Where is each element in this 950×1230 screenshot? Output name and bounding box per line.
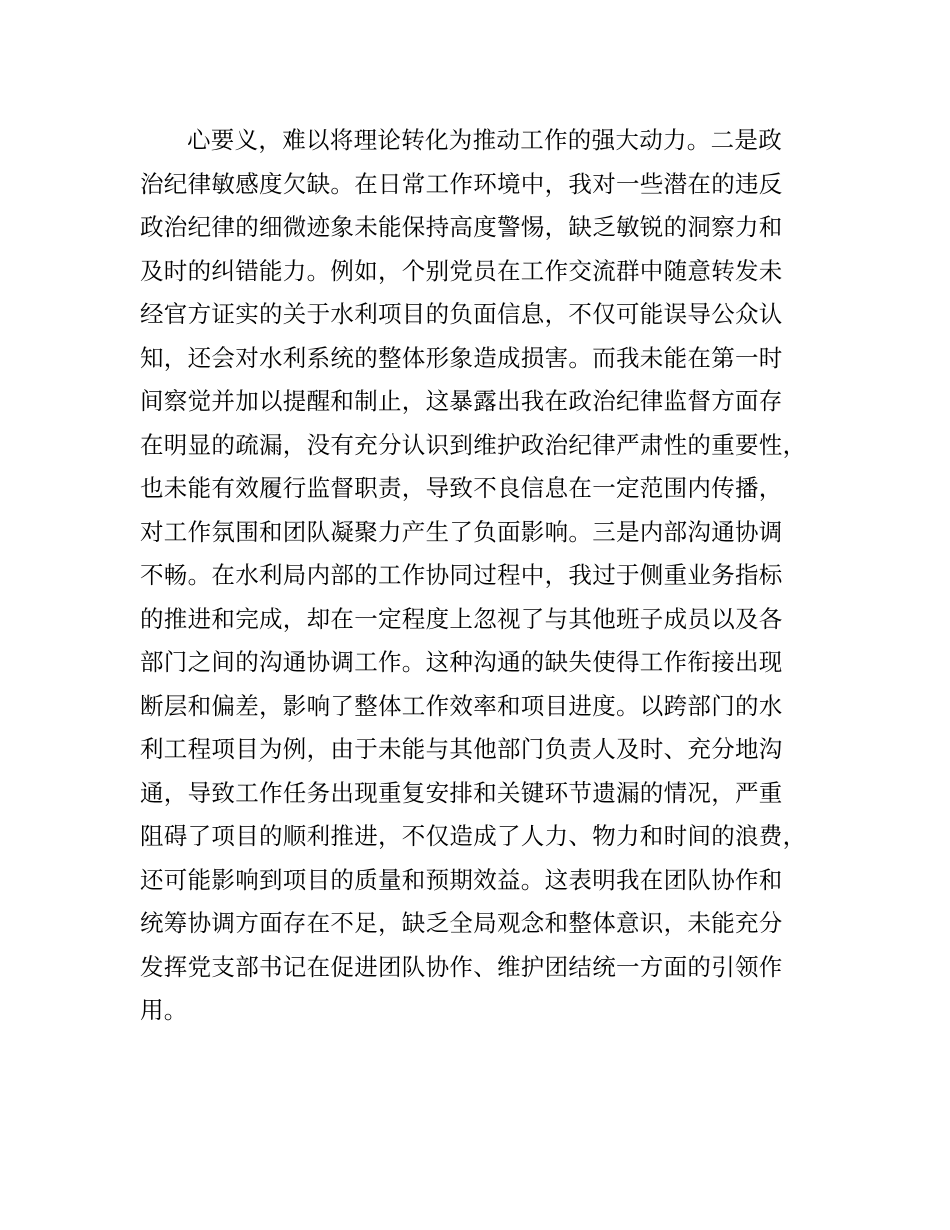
text-line: 还可能影响到项目的质量和预期效益。这表明我在团队协作和 bbox=[140, 865, 783, 894]
text-line: 的推进和完成，却在一定程度上忽视了与其他班子成员以及各 bbox=[140, 604, 783, 633]
text-line: 断层和偏差，影响了整体工作效率和项目进度。以跨部门的水 bbox=[140, 691, 783, 720]
text-line: 及时的纠错能力。例如，个别党员在工作交流群中随意转发未 bbox=[140, 256, 783, 285]
text-line: 用。 bbox=[140, 996, 188, 1024]
text-line: 统筹协调方面存在不足，缺乏全局观念和整体意识，未能充分 bbox=[140, 909, 783, 937]
body-paragraph bbox=[140, 119, 840, 1033]
text-line: 知，还会对水利系统的整体形象造成损害。而我未能在第一时 bbox=[140, 343, 783, 372]
text-line: 对工作氛围和团队凝聚力产生了负面影响。三是内部沟通协调 bbox=[140, 517, 783, 546]
text-line: 也未能有效履行监督职责，导致不良信息在一定范围内传播， bbox=[140, 474, 783, 502]
text-line: 部门之间的沟通协调工作。这种沟通的缺失使得工作衔接出现 bbox=[140, 648, 783, 676]
text-line: 阻碍了项目的顺利推进，不仅造成了人力、物力和时间的浪费， bbox=[140, 822, 807, 850]
text-line: 发挥党支部书记在促进团队协作、维护团结统一方面的引领作 bbox=[140, 952, 783, 981]
text-line: 在明显的疏漏，没有充分认识到维护政治纪律严肃性的重要性， bbox=[140, 430, 807, 459]
text-line: 利工程项目为例，由于未能与其他部门负责人及时、充分地沟 bbox=[140, 735, 783, 763]
text-line: 心要义，难以将理论转化为推动工作的强大动力。二是政 bbox=[187, 126, 782, 154]
text-line: 通，导致工作任务出现重复安排和关键环节遗漏的情况，严重 bbox=[140, 778, 783, 807]
text-line: 不畅。在水利局内部的工作协同过程中，我过于侧重业务指标 bbox=[140, 561, 783, 589]
text-line: 间察觉并加以提醒和制止，这暴露出我在政治纪律监督方面存 bbox=[140, 387, 783, 415]
text-line: 政治纪律的细微迹象未能保持高度警惕，缺乏敏锐的洞察力和 bbox=[140, 213, 783, 241]
text-line: 经官方证实的关于水利项目的负面信息，不仅可能误导公众认 bbox=[140, 300, 783, 328]
text-line: 治纪律敏感度欠缺。在日常工作环境中，我对一些潜在的违反 bbox=[140, 169, 783, 198]
